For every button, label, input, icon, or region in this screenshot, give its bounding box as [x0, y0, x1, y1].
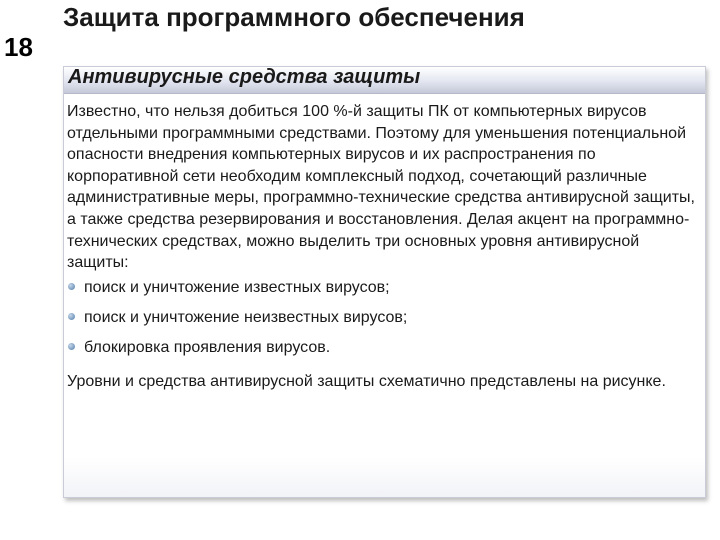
- panel-bottom-shade: [64, 457, 705, 497]
- conclusion-paragraph: Уровни и средства антивирусной защиты схематично представлены на рисунке.: [67, 372, 666, 390]
- list-item-text: поиск и уничтожение неизвестных вирусов;: [84, 308, 408, 326]
- list-item: [67, 277, 699, 307]
- slide-title: Защита программного обеспечения: [63, 2, 525, 32]
- panel-header: [64, 67, 705, 94]
- content-panel: [63, 66, 706, 498]
- panel-heading: Антивирусные средства защиты: [68, 66, 421, 88]
- bullet-icon: [68, 313, 75, 320]
- bullet-icon: [68, 343, 75, 350]
- intro-paragraph: Известно, что нельзя добиться 100 %-й защиты ПК от компьютерных вирусов отдельными программными средствами. Поэтому для уменьшения потенциальной опасности внедрения компьютерных вирусов и их распространения по корпоративной сети необходим комплексный подход, сочетающий различные административные меры, программно-технические средства антивирусной защиты, а также средства резервирования и восстановления. Делая акцент на программно-технических средствах, можно выделить три основных уровня антивирусной защиты:: [67, 103, 695, 272]
- protection-levels-list: [67, 277, 699, 367]
- list-item: [67, 337, 699, 367]
- list-item-text: блокировка проявления вирусов.: [84, 338, 331, 356]
- slide-number: 18: [4, 32, 33, 62]
- list-item-text: поиск и уничтожение известных вирусов;: [84, 278, 390, 296]
- list-item: [67, 307, 699, 337]
- panel-body: [67, 101, 699, 392]
- bullet-icon: [68, 283, 75, 290]
